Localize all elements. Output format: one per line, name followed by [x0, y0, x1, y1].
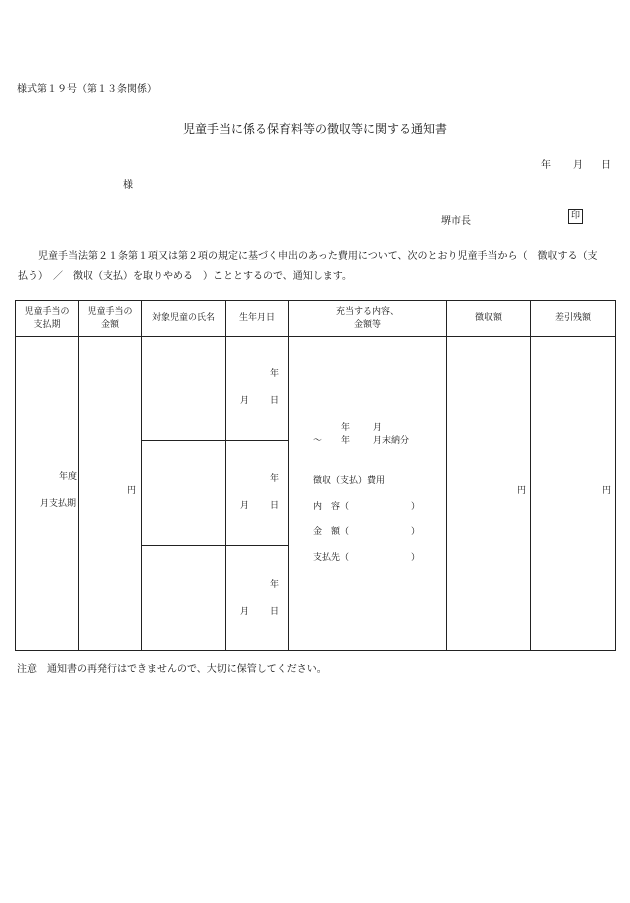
issuer-name: 堺市長 [441, 216, 471, 227]
table-header-row [16, 301, 616, 337]
seal-mark: 印 [568, 209, 583, 224]
header-birth-date: 生年月日 [226, 301, 289, 337]
payment-period-cell [16, 337, 79, 651]
birth-date-cell [226, 546, 289, 651]
content-detail-label: 内 容（ [313, 502, 350, 512]
content-fee-label: 徴収（支払）費用 [313, 476, 386, 486]
birth-month-label: 月 [240, 501, 250, 511]
table-row [16, 337, 616, 441]
birth-day-label: 日 [270, 501, 280, 511]
child-name-cell [142, 337, 226, 441]
header-amount: 児童手当の 金額 [79, 301, 142, 337]
form-number: 様式第１９号（第１３条関係） [17, 84, 157, 95]
birth-year-label: 年 [270, 474, 280, 484]
fiscal-year-label: 年度 [59, 472, 78, 482]
header-balance: 差引残額 [531, 301, 616, 337]
header-payment-period: 児童手当の 支払期 [16, 301, 79, 337]
content-year-label: 年 [341, 423, 351, 433]
content-cell [289, 337, 447, 651]
birth-day-label: 日 [270, 607, 280, 617]
date-year-label: 年 [541, 160, 551, 171]
birth-date-cell [226, 441, 289, 546]
amount-yen-unit: 円 [127, 486, 137, 496]
birth-year-label: 年 [270, 580, 280, 590]
birth-date-cell [226, 337, 289, 441]
birth-month-label: 月 [240, 607, 250, 617]
date-day-label: 日 [601, 160, 611, 171]
content-payee-close: ） [411, 553, 421, 563]
notice-body-line-2: 払う） ／ 徴収（支払）を取りやめる ）こととするので、通知します。 [18, 271, 352, 282]
header-collected-amount: 徴収額 [447, 301, 531, 337]
content-detail-close: ） [411, 502, 421, 512]
balance-cell [531, 337, 616, 651]
header-child-name: 対象児童の氏名 [142, 301, 226, 337]
header-content: 充当する内容、 金額等 [289, 301, 447, 337]
document-title: 児童手当に係る保育料等の徴収等に関する通知書 [182, 122, 447, 136]
collected-yen-unit: 円 [517, 486, 527, 496]
payment-month-label: 月支払期 [40, 499, 77, 509]
content-unpaid-label: 月末納分 [373, 436, 410, 446]
collected-amount-cell [447, 337, 531, 651]
notice-body [18, 247, 608, 287]
birth-year-label: 年 [270, 369, 280, 379]
child-name-cell [142, 546, 226, 651]
content-payee-label: 支払先（ [313, 553, 350, 563]
content-amount-close: ） [411, 527, 421, 537]
birth-month-label: 月 [240, 396, 250, 406]
content-year2-label: 年 [341, 436, 351, 446]
content-amount-label: 金 額（ [313, 527, 350, 537]
birth-day-label: 日 [270, 396, 280, 406]
date-month-label: 月 [573, 160, 583, 171]
child-name-cell [142, 441, 226, 546]
amount-cell [79, 337, 142, 651]
caution-note: 注意 通知書の再発行はできませんので、大切に保管してください。 [17, 664, 327, 675]
content-tilde: ～ [313, 436, 323, 446]
balance-yen-unit: 円 [602, 486, 612, 496]
content-month-label: 月 [373, 423, 383, 433]
notice-body-line-1: 児童手当法第２１条第１項又は第２項の規定に基づく申出のあった費用について、次のとおり児童手当から（ 徴収する（支 [38, 251, 598, 262]
collection-table [15, 300, 616, 651]
addressee-suffix: 様 [123, 180, 133, 191]
